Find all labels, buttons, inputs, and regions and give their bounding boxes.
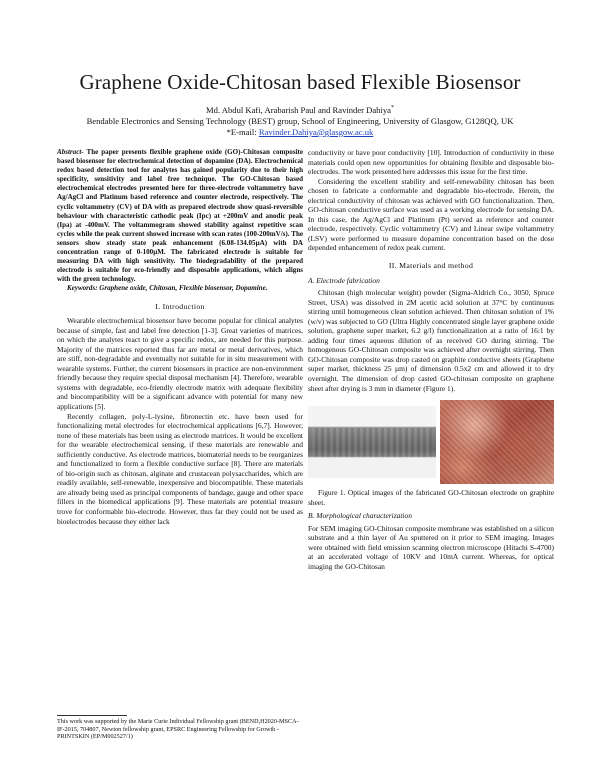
right-paragraph-1: conductivity or have poor conductivity [10]. Introduction of conductivity in these materials could open new opportunities for obtaining flexible and disposable bio-electrodes. The work presented here addresses this issue for the first time.	[308, 148, 554, 177]
email-line	[0, 127, 600, 138]
author-block	[0, 103, 600, 138]
methods-paragraph-1: Chitosan (high molecular weight) powder (Sigma-Aldrich Co., 3050, Spruce Street, USA) was dissolved in 2M acetic acid solution at 37°C by continuous stirring until homogeneous clean solution achieved. Then chitosan solution of 1% (w/v) was subjected to GO (Ultra Highly concentrated single layer graphene oxide solution, graphene super market, 6.2 g/l) functionalization at a ratio of 16:1 by adding four times aqueous dilution of as received GO during stirring. The homogenous GO-Chitosan composite was achieved after overnight stirring. Then GO-Chitosan composite was drop casted on graphite conductive sheets (Graphene super market, thickness 25 µm) of dimension 0.5x2 cm and allowed it to dry overnight. The dimension of drop casted GO-chitosan composite on graphene sheet after drying is 3 mm in diameter (Figure 1).	[308, 288, 554, 393]
right-paragraph-2: Considering the excellent stability and self-renewability chitosan has been chosen to fabricate a conformable and degradable bio-electrode. Herein, the electrical conductivity of chitosan was achieved with GO functionalization. Then, GO-chitosan conductive surface was used as a working electrode for sensing DA. In this case, the Ag/AgCl and Platinum (Pt) served as reference and counter electrode, respectively. Cyclic voltammetry (CV) and Linear swipe voltammetry (LSV) were performed to measure dopamine concentration based on the dose depended enhancement of redox peak current.	[308, 176, 554, 253]
figure-1	[308, 400, 554, 484]
paper-title: Graphene Oxide-Chitosan based Flexible Biosensor	[79, 70, 521, 94]
section-heading-methods: II. Materials and method	[388, 261, 474, 271]
email-label: *E-mail:	[226, 126, 259, 137]
abstract-text: - The paper presents flexible graphene oxide (GO)-Chitosan composite based biosensor for electrochemical detection of dopamine (DA). Electrochemical redox based detection tool for analytes has gained popularity due to their high specificity, sensitivity and label free technique. The GO-Chitosan based electrochemical electrodes presented here for three-electrode voltammetry have Ag/AgCl and Platinum based reference and counter electrode, respectively. The cyclic voltammetry (CV) of DA with as prepared electrode show quasi-reversible behaviour with characteristic cathodic peak (Ipc) at +200mV and anodic peak (Ipa) at -400mV. The voltammogram showed stability against repetitive scan cycles while the peak current showed increase with scan rates (100-200mV/s). The sensors show steady state peak enhancement (6.08-134.05µA) with DA concentration range of 0-100µM. The fabricated electrode is suitable for measuring DA with high sensitivity. The biodegradability of the prepared electrode is suitable for eco-friendly and disposable applications, which aligns with the green technology.	[57, 148, 303, 284]
abstract	[57, 148, 303, 284]
funding-footnote	[57, 715, 303, 741]
figure-1-electrode-photo	[308, 406, 436, 478]
figure-1-caption: Figure 1. Optical images of the fabricated GO-Chitosan electrode on graphite sheet.	[308, 488, 554, 507]
intro-paragraph-2: Recently collagen, poly-L-lysine, fibronectin etc. have been used for functionalizing metal electrodes for electrochemical applications [6,7]. However, none of these materials has been using as electrode matrices. It would be excellent for the wearable electrochemical sensing, if these materials are renewable and sufficiently conductive. As electrode matrices, biomaterial needs to be reorganizes and functionalized to form a flexible conductive surface [8]. There are materials of bio-origin such as chitosan, alginate and crustacean polysaccharides, which are readily available, self-renewable, inexpensive and biocompatible. These materials are already being used as principal components of bandage, gauge and other space fillers in the biomedical applications [9]. These materials are potential treasure trove for conformable bio-electrode. However, thus far they could not be used as bioelectrodes because they either lack	[57, 411, 303, 526]
abstract-lead: Abstract	[57, 148, 82, 156]
affiliation: Bendable Electronics and Sensing Technology (BEST) group, School of Engineering, University of Glasgow, G128QQ, UK	[86, 115, 514, 126]
left-column	[57, 148, 303, 526]
section-heading-introduction: I. Introduction	[155, 301, 205, 311]
right-column	[308, 148, 554, 572]
methods-paragraph-2: For SEM imaging GO-Chitosan composite membrane was established on a silicon substrate and a thin layer of Au sputtered on it prior to SEM imaging. Images were obtained with field emission scanning electron microscope (Hitachi S-4700) at an accelerated voltage of 10KV and 10mA current. Whereas, for optical imaging the GO-Chitosan	[308, 523, 554, 571]
subsection-heading-morphology: B. Morphological characterization	[308, 511, 412, 521]
email-link[interactable]: Ravinder.Dahiya@glasgow.ac.uk	[258, 126, 374, 137]
footnote-rule	[57, 715, 127, 716]
corresponding-mark: *	[390, 105, 394, 111]
intro-paragraph-1: Wearable electrochemical biosensor have become popular for clinical analytes because of simple, fast and label free detection [1-3]. Great varieties of matrices, on which the analytes react to give a specific redox, are needed for this purpose. Majority of the matrices reported thus far are metal or metal derivatives, which are stiff, non-degradable and eventually not suitable for in situ measurement with wearable systems. Further, the current biosensors in practice are non-environment friendly because they require special disposal mechanism [4]. Therefore, wearable systems with degradable, eco-friendly electrode matrix with adequate flexibility and biocompatibility will be a significant advance with potential for many new applications [5].	[57, 316, 303, 411]
figure-1-surface-photo	[440, 400, 554, 484]
surface-texture	[440, 400, 554, 484]
keywords: Keywords: Graphene oxide, Chitosan, Flexible biosensor, Dopamine.	[67, 284, 268, 293]
footnote-text: This work was supported by the Marie Curie Individual Fellowship grant (BEND,H2020-MSCA-IF-2015, 704807, Newton fellowship grant, EPSRC Engineering Fellowship for Growth - PRINTSKIN (EP/M002527/1)	[57, 718, 299, 741]
electrode-strip	[312, 428, 432, 457]
subsection-heading-fabrication: A. Electrode fabrication	[308, 275, 380, 285]
author-names	[0, 103, 600, 116]
author-names-text: Md. Abdul Kafi, Arabarish Paul and Ravinder Dahiya	[206, 104, 391, 115]
